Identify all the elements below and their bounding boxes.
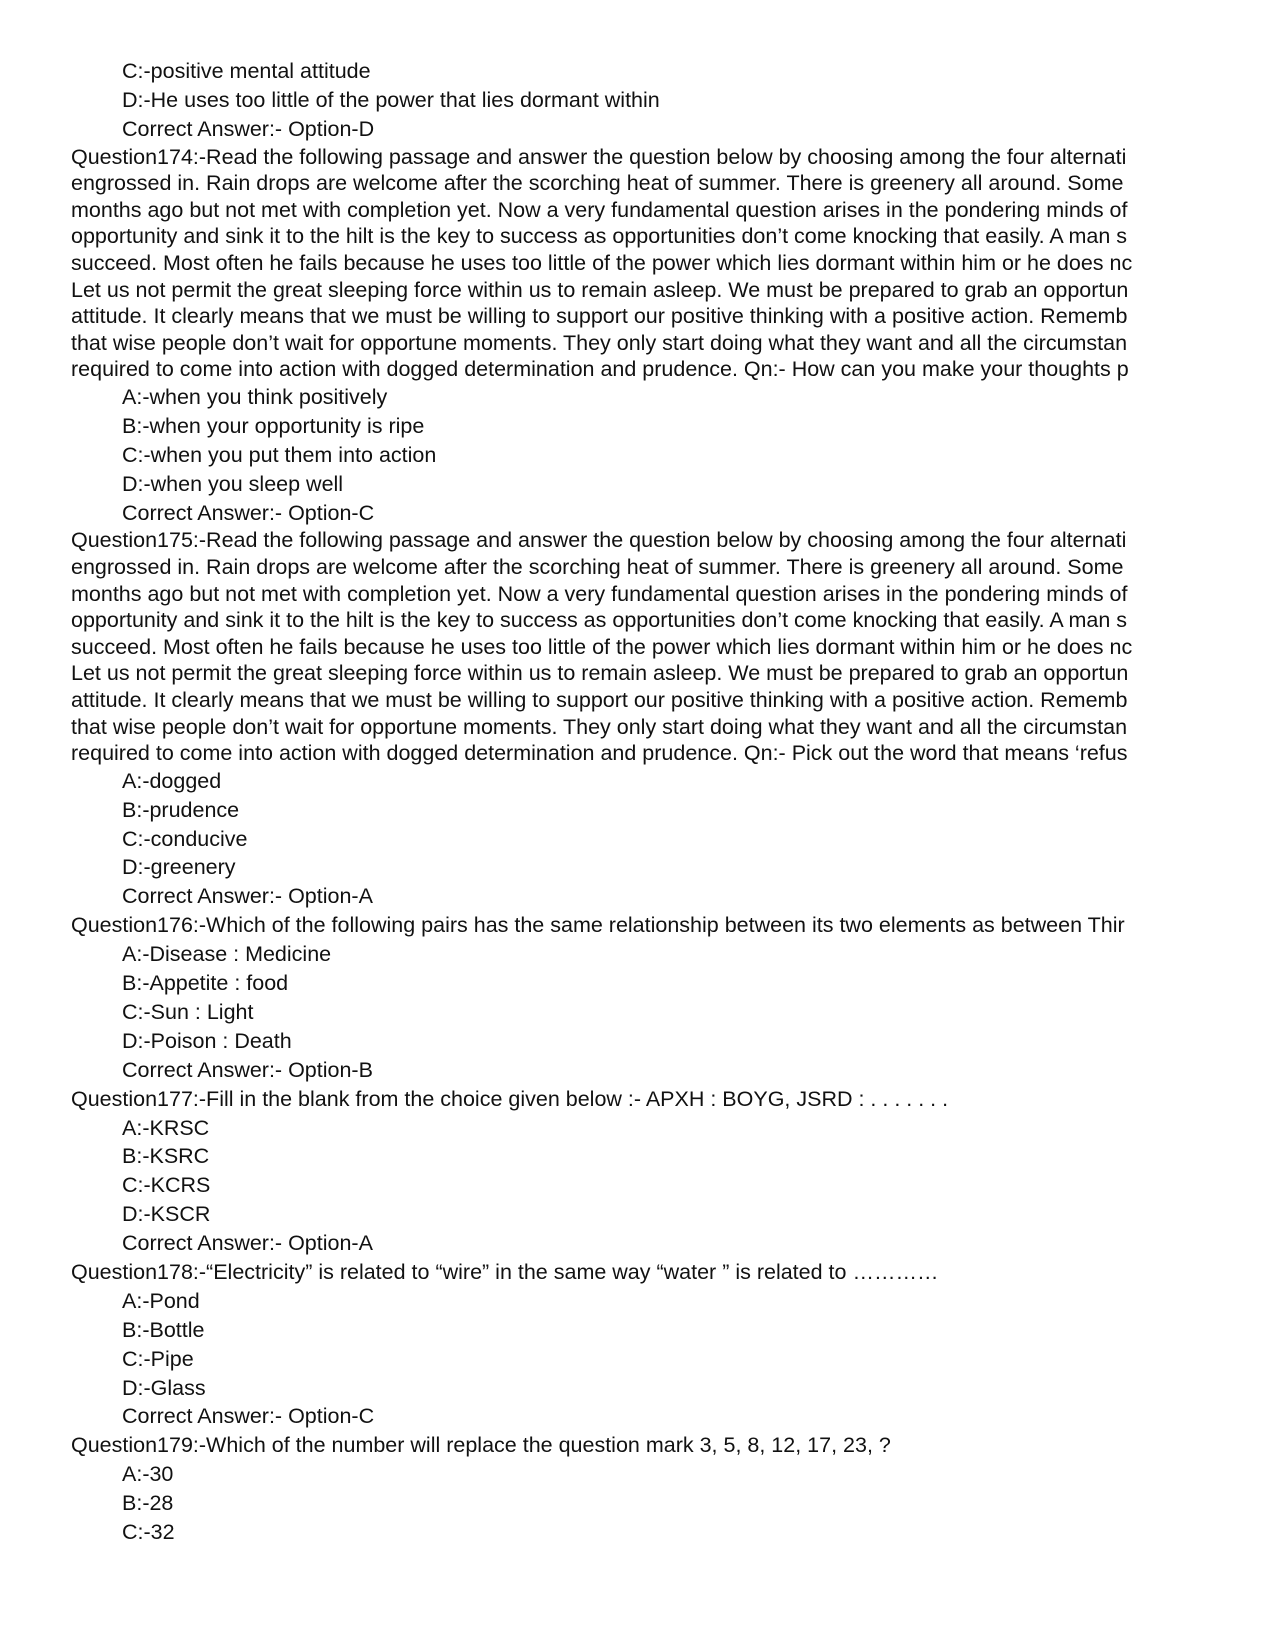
passage-line: required to come into action with dogged determination and prudence. Qn:- How can you make your thoughts p [71, 357, 1129, 382]
answer-option: A:-Disease : Medicine [122, 942, 332, 967]
passage-line: attitude. It clearly means that we must be willing to support our positive thinking with a positive action. Rememb [71, 688, 1128, 713]
answer-option: A:-when you think positively [122, 385, 388, 410]
question-text: Question178:-“Electricity” is related to “wire” in the same way “water ” is related to ………… [71, 1259, 939, 1284]
answer-option: C:-conducive [122, 826, 248, 851]
answer-option: B:-Bottle [122, 1317, 205, 1342]
correct-answer: Correct Answer:- Option-A [122, 1231, 373, 1256]
passage-line: attitude. It clearly means that we must be willing to support our positive thinking with a positive action. Rememb [71, 304, 1128, 329]
passage-line: Let us not permit the great sleeping force within us to remain asleep. We must be prepared to grab an opportun [71, 661, 1129, 686]
passage-line: engrossed in. Rain drops are welcome after the scorching heat of summer. There is greenery all around. Some [71, 171, 1124, 196]
answer-option: C:-KCRS [122, 1173, 211, 1198]
answer-option: B:-Appetite : food [122, 971, 289, 996]
answer-option: D:-Glass [122, 1375, 206, 1400]
answer-option: A:-30 [122, 1462, 174, 1487]
question-passage [0, 144, 1210, 383]
answer-option: D:-greenery [122, 855, 236, 880]
passage-line: that wise people don’t wait for opportune moments. They only start doing what they want and all the circumstan [71, 714, 1128, 739]
document-page [0, 57, 1277, 1652]
question-text: Question176:-Which of the following pairs has the same relationship between its two elements as between Thir [71, 913, 1125, 938]
passage-line: months ago but not met with completion yet. Now a very fundamental question arises in the pondering minds of [71, 581, 1128, 606]
correct-answer: Correct Answer:- Option-B [122, 1057, 373, 1082]
passage-line: months ago but not met with completion yet. Now a very fundamental question arises in the pondering minds of [71, 197, 1128, 222]
answer-option: D:-Poison : Death [122, 1028, 292, 1053]
correct-answer: Correct Answer:- Option-C [122, 1404, 375, 1429]
answer-option: C:-Sun : Light [122, 999, 254, 1024]
question-passage [0, 527, 1210, 766]
passage-line: Question175:-Read the following passage and answer the question below by choosing among the four alternati [71, 528, 1127, 553]
passage-line: succeed. Most often he fails because he uses too little of the power which lies dormant within him or he does nc [71, 251, 1133, 276]
answer-option: B:-KSRC [122, 1144, 210, 1169]
correct-answer: Correct Answer:- Option-A [122, 884, 373, 909]
correct-answer: Correct Answer:- Option-D [122, 116, 375, 141]
passage-line: engrossed in. Rain drops are welcome after the scorching heat of summer. There is greenery all around. Some [71, 555, 1124, 580]
passage-line: Let us not permit the great sleeping force within us to remain asleep. We must be prepared to grab an opportun [71, 277, 1129, 302]
passage-line: opportunity and sink it to the hilt is the key to success as opportunities don’t come knocking that easily. A man s [71, 224, 1128, 249]
passage-line: that wise people don’t wait for opportune moments. They only start doing what they want and all the circumstan [71, 330, 1128, 355]
question-text: Question177:-Fill in the blank from the choice given below :- APXH : BOYG, JSRD : . . . . . . . [71, 1086, 949, 1111]
answer-option: C:-32 [122, 1519, 175, 1544]
passage-line: succeed. Most often he fails because he uses too little of the power which lies dormant within him or he does nc [71, 634, 1133, 659]
answer-option: B:-when your opportunity is ripe [122, 413, 425, 438]
answer-option: C:-positive mental attitude [122, 59, 371, 83]
answer-option: A:-KRSC [122, 1115, 210, 1140]
answer-option: A:-dogged [122, 768, 222, 793]
answer-option: A:-Pond [122, 1288, 200, 1313]
answer-option: B:-28 [122, 1491, 174, 1516]
correct-answer: Correct Answer:- Option-C [122, 500, 375, 525]
answer-option: D:-when you sleep well [122, 471, 344, 496]
answer-option: B:-prudence [122, 797, 240, 822]
answer-option: D:-KSCR [122, 1202, 211, 1227]
question-text: Question179:-Which of the number will replace the question mark 3, 5, 8, 12, 17, 23, ? [71, 1433, 891, 1458]
passage-line: Question174:-Read the following passage and answer the question below by choosing among the four alternati [71, 144, 1127, 169]
passage-line: required to come into action with dogged determination and prudence. Qn:- Pick out the word that means ‘refus [71, 741, 1128, 766]
passage-line: opportunity and sink it to the hilt is the key to success as opportunities don’t come knocking that easily. A man s [71, 608, 1128, 633]
answer-option: C:-when you put them into action [122, 442, 437, 467]
answer-option: C:-Pipe [122, 1346, 194, 1371]
answer-option: D:-He uses too little of the power that lies dormant within [122, 87, 660, 112]
